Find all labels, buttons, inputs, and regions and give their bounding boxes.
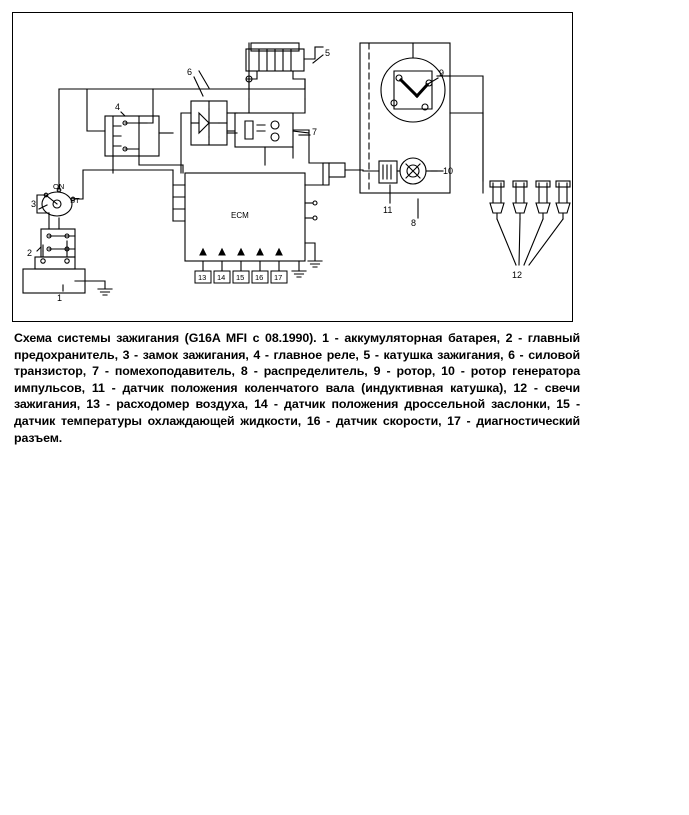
wiring-lines xyxy=(23,43,570,295)
svg-text:4: 4 xyxy=(115,102,121,112)
svg-text:11: 11 xyxy=(383,205,393,215)
ecm-label: ECM xyxy=(231,211,249,220)
svg-text:6: 6 xyxy=(187,67,193,77)
svg-text:10: 10 xyxy=(443,166,454,176)
svg-text:9: 9 xyxy=(439,68,445,78)
figure-caption: Схема системы зажигания (G16A MFI с 08.1990). 1 - аккумуляторная батарея, 2 - главный предохранитель, 3 - замок зажигания, 4 - главное реле, 5 - катушка зажигания, 6 - силовой транзистор, 7 - помехоподавитель, 8 - распределитель, 9 - ротор, 10 - ротор генератора импульсов, 11 - датчик положения коленчатого вала (индуктивная катушка), 12 - свечи зажигания, 13 - расходомер воздуха, 14 - датчик положения дроссельной заслонки, 15 - датчик температуры охлаждающей жидкости, 16 - датчик скорости, 17 - диагностический разъем. xyxy=(14,331,580,445)
wiring-diagram-svg xyxy=(13,13,572,321)
svg-text:7: 7 xyxy=(312,127,318,137)
svg-text:16: 16 xyxy=(255,273,264,282)
svg-text:14: 14 xyxy=(217,273,226,282)
callout-labels xyxy=(27,48,522,303)
svg-text:8: 8 xyxy=(411,218,417,228)
svg-text:3: 3 xyxy=(31,199,37,209)
svg-text:13: 13 xyxy=(198,273,207,282)
svg-text:5: 5 xyxy=(325,48,331,58)
wiring-diagram-figure xyxy=(12,12,573,322)
svg-text:17: 17 xyxy=(274,273,283,282)
svg-text:12: 12 xyxy=(512,270,523,280)
svg-text:15: 15 xyxy=(236,273,245,282)
switch-on-label: ON xyxy=(53,182,65,191)
switch-st-label: ST xyxy=(70,196,80,205)
svg-text:1: 1 xyxy=(57,293,63,303)
svg-text:2: 2 xyxy=(27,248,33,258)
